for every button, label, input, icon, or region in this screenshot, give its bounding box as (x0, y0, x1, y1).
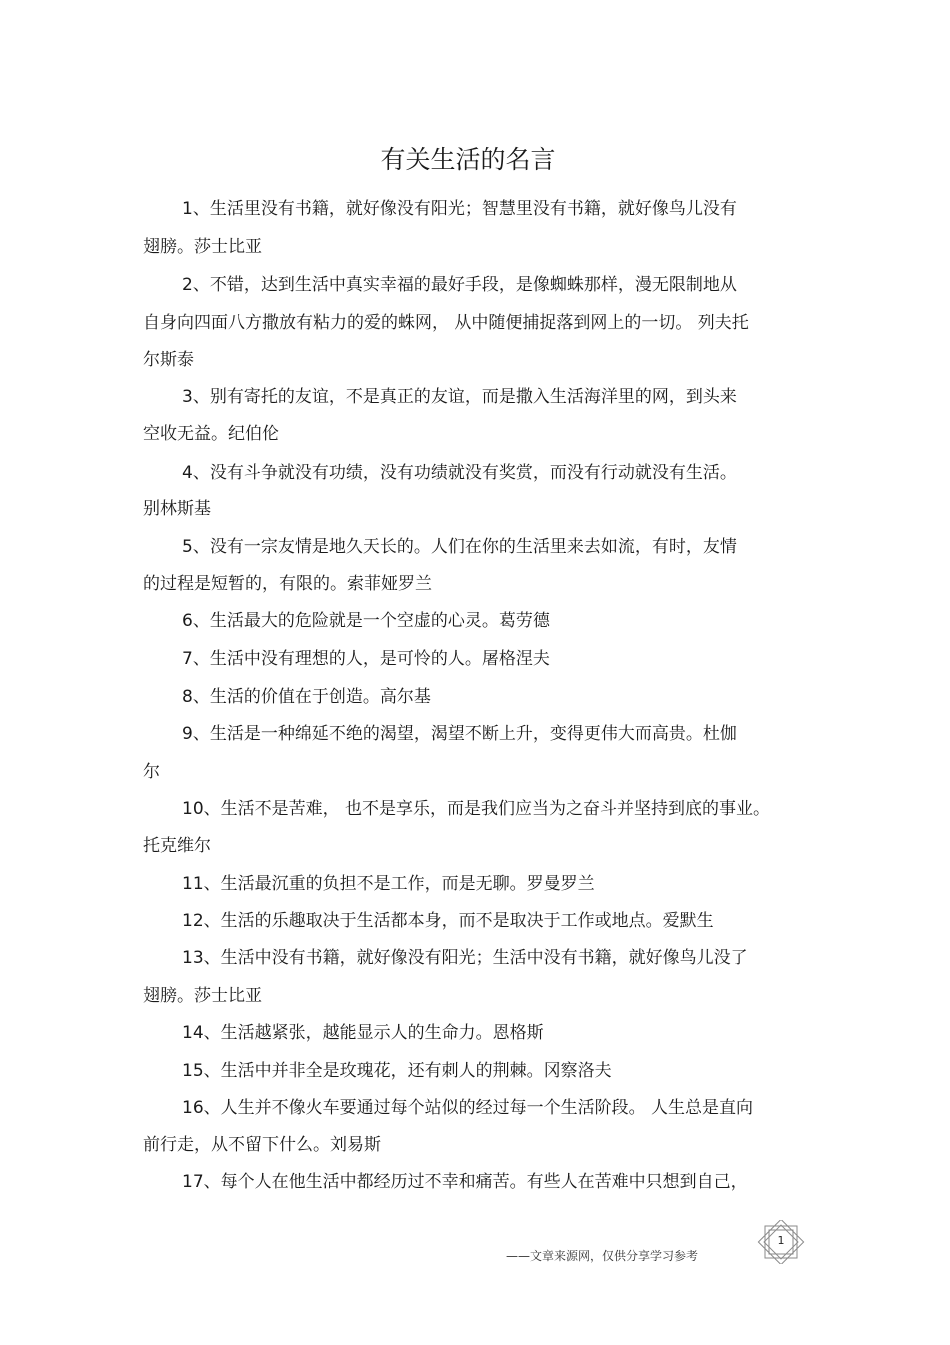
page-number: 1 (777, 1234, 785, 1247)
text-line: 2、不错，达到生活中真实幸福的最好手段，是像蜘蛛那样，漫无限制地从 (182, 275, 737, 295)
text-line: 16、人生并不像火车要通过每个站似的经过每一个生活阶段。 人生总是直向 (182, 1098, 754, 1118)
text-line: 9、生活是一种绵延不绝的渴望，渴望不断上升，变得更伟大而高贵。杜伽 (182, 724, 737, 744)
text-line: 别林斯基 (143, 499, 211, 519)
text-line: 尔 (143, 762, 160, 782)
text-line: 空收无益。纪伯伦 (143, 424, 279, 444)
text-line: 11、生活最沉重的负担不是工作，而是无聊。罗曼罗兰 (182, 874, 595, 894)
text-line: 13、生活中没有书籍，就好像没有阳光；生活中没有书籍，就好像鸟儿没了 (182, 948, 748, 968)
text-line: 8、生活的价值在于创造。高尔基 (182, 687, 431, 707)
text-line: 翅膀。莎士比亚 (143, 986, 262, 1006)
text-line: 托克维尔 (143, 836, 211, 856)
page-number-badge (756, 1220, 806, 1264)
text-line: 尔斯泰 (143, 350, 194, 370)
text-line: 3、别有寄托的友谊，不是真正的友谊，而是撒入生活海洋里的网，到头来 (182, 387, 737, 407)
text-line: 14、生活越紧张，越能显示人的生命力。恩格斯 (182, 1023, 544, 1043)
text-line: 17、每个人在他生活中都经历过不幸和痛苦。有些人在苦难中只想到自己， (182, 1172, 748, 1192)
text-line: 自身向四面八方撒放有粘力的爱的蛛网， 从中随便捕捉落到网上的一切。 列夫托 (143, 313, 749, 333)
text-line: 5、没有一宗友情是地久天长的。人们在你的生活里来去如流，有时，友情 (182, 537, 737, 557)
text-line: 15、生活中并非全是玫瑰花，还有刺人的荆棘。冈察洛夫 (182, 1061, 612, 1081)
text-line: 12、生活的乐趣取决于生活都本身，而不是取决于工作或地点。爱默生 (182, 911, 714, 931)
text-line: 翅膀。莎士比亚 (143, 237, 262, 257)
document-title: 有关生活的名言 (380, 145, 556, 174)
footer-source-note: ——文章来源网，仅供分享学习参考 (506, 1249, 699, 1263)
text-line: 1、生活里没有书籍，就好像没有阳光；智慧里没有书籍，就好像鸟儿没有 (182, 199, 737, 219)
text-line: 6、生活最大的危险就是一个空虚的心灵。葛劳德 (182, 611, 550, 631)
text-line: 的过程是短暂的，有限的。索菲娅罗兰 (143, 574, 432, 594)
text-line: 7、生活中没有理想的人，是可怜的人。屠格涅夫 (182, 649, 550, 669)
text-line: 10、生活不是苦难， 也不是享乐，而是我们应当为之奋斗并坚持到底的事业。 (182, 799, 771, 819)
text-line: 前行走，从不留下什么。刘易斯 (143, 1135, 381, 1155)
text-line: 4、没有斗争就没有功绩，没有功绩就没有奖赏，而没有行动就没有生活。 (182, 463, 737, 483)
